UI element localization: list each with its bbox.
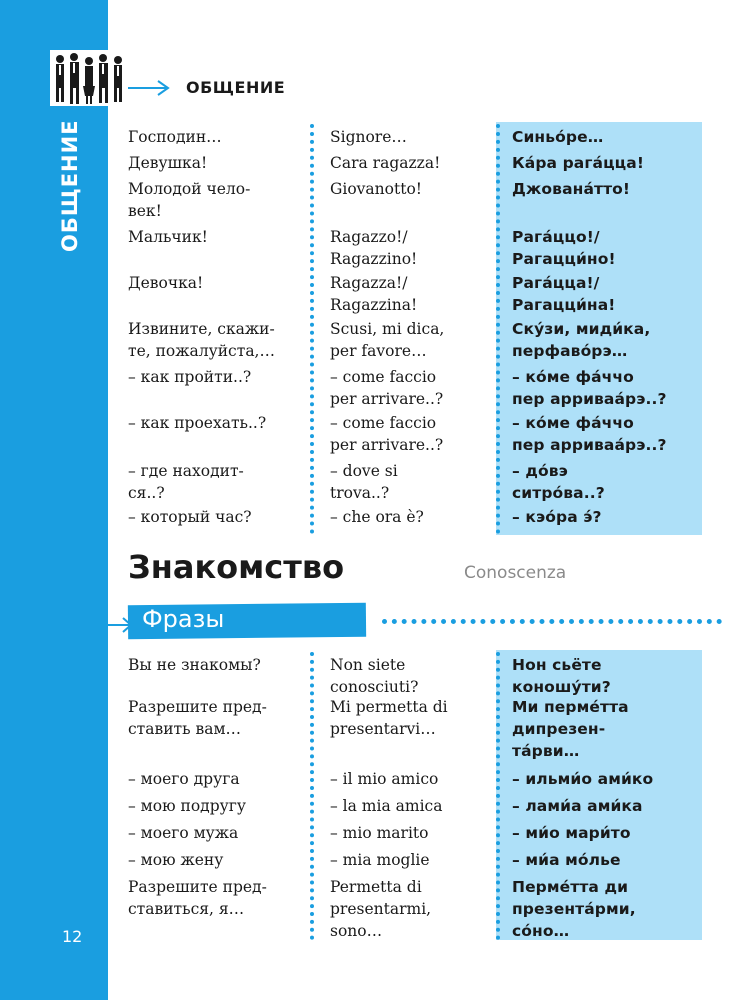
russian-phrase: Извините, скажи- те, пожалуйста,…: [128, 320, 275, 360]
section-title: ОБЩЕНИЕ: [186, 78, 286, 97]
italian-phrase: – mio marito: [330, 824, 429, 842]
phrase-row: [128, 318, 688, 366]
phrase-row: [128, 272, 688, 318]
transcription: Ску́зи, миди́ка, перфаво́рэ…: [512, 320, 651, 360]
transcription: – кэо́ра э́?: [512, 508, 602, 526]
italian-phrase: – come faccio per arrivare..?: [330, 368, 444, 408]
phrase-row: [128, 226, 688, 272]
banner-dotted-line: [382, 619, 722, 624]
transcription: Рага́цца!/ Рагацци́на!: [512, 274, 616, 314]
separator-cell: [312, 768, 330, 795]
separator-cell: [312, 226, 330, 272]
transcription: – ко́ме фа́ччо пер арриваа́рэ..?: [512, 414, 667, 454]
phrase-table-greetings: [128, 126, 688, 532]
separator-cell: [312, 318, 330, 366]
russian-phrase: – моего мужа: [128, 824, 239, 842]
separator-cell: [312, 152, 330, 178]
phrase-row: [128, 366, 688, 412]
separator-cell: [312, 822, 330, 849]
separator-cell: [312, 272, 330, 318]
phrase-row: [128, 412, 688, 460]
subheading-title: Знакомство: [128, 548, 345, 586]
separator-cell: [312, 506, 330, 532]
phrase-row: [128, 126, 688, 152]
russian-phrase: – моего друга: [128, 770, 240, 788]
section-arrow-icon: [128, 78, 172, 98]
separator-cell: [312, 178, 330, 226]
russian-phrase: Вы не знакомы?: [128, 656, 261, 674]
separator-cell: [312, 876, 330, 942]
transcription: Нон сьёте коношу́ти?: [512, 656, 611, 696]
italian-phrase: Permetta di presentarmi, sono…: [330, 878, 432, 940]
phrase-row: [128, 178, 688, 226]
transcription: Рага́ццо!/ Рагацци́но!: [512, 228, 616, 268]
italian-phrase: Ragazzo!/ Ragazzino!: [330, 228, 418, 268]
russian-phrase: – как пройти..?: [128, 368, 252, 386]
phrase-row: [128, 795, 688, 822]
phrase-row: [128, 696, 688, 768]
italian-phrase: – come faccio per arrivare..?: [330, 414, 444, 454]
phrase-row: [128, 506, 688, 532]
transcription: – ильми́о ами́ко: [512, 770, 654, 788]
phrase-row: [128, 152, 688, 178]
phrases-banner-label: Фразы: [142, 605, 225, 633]
italian-phrase: – il mio amico: [330, 770, 439, 788]
italian-phrase: Mi permetta di presentarvi…: [330, 698, 448, 738]
russian-phrase: Молодой чело- век!: [128, 180, 251, 220]
russian-phrase: Разрешите пред- ставиться, я…: [128, 878, 267, 918]
sidebar-section-text: ОБЩЕНИЕ: [58, 119, 82, 252]
subheading-translation: Conoscenza: [464, 563, 567, 583]
separator-cell: [312, 366, 330, 412]
italian-phrase: Scusi, mi dica, per favore…: [330, 320, 445, 360]
transcription: – ко́ме фа́ччо пер арриваа́рэ..?: [512, 368, 667, 408]
transcription: Синьо́ре…: [512, 128, 604, 146]
transcription: Перме́тта ди презента́рми, со́но…: [512, 878, 636, 940]
russian-phrase: – где находит- ся..?: [128, 462, 244, 502]
transcription: Ка́ра рага́цца!: [512, 154, 644, 172]
italian-phrase: – dove si trova..?: [330, 462, 398, 502]
phrase-row: [128, 654, 688, 696]
italian-phrase: – mia moglie: [330, 851, 430, 869]
phrase-row: [128, 460, 688, 506]
russian-phrase: Девочка!: [128, 274, 204, 292]
transcription: – лами́а ами́ка: [512, 797, 643, 815]
russian-phrase: – как проехать..?: [128, 414, 267, 432]
separator-cell: [312, 696, 330, 768]
russian-phrase: Господин…: [128, 128, 222, 146]
russian-phrase: Разрешите пред- ставить вам…: [128, 698, 267, 738]
transcription: – до́вэ ситро́ва..?: [512, 462, 605, 502]
separator-cell: [312, 849, 330, 876]
phrase-row: [128, 822, 688, 849]
separator-cell: [312, 654, 330, 696]
russian-phrase: Девушка!: [128, 154, 208, 172]
transcription: – ми́а мо́лье: [512, 851, 621, 869]
separator-cell: [312, 795, 330, 822]
russian-phrase: Мальчик!: [128, 228, 208, 246]
russian-phrase: – который час?: [128, 508, 252, 526]
phrase-row: [128, 876, 688, 942]
phrase-row: [128, 768, 688, 795]
page-number: 12: [62, 927, 83, 946]
sidebar-section-label: [50, 100, 90, 270]
italian-phrase: Signore…: [330, 128, 407, 146]
italian-phrase: – la mia amica: [330, 797, 443, 815]
phrase-table-introductions: [128, 654, 688, 942]
italian-phrase: Cara ragazza!: [330, 154, 441, 172]
transcription: Ми перме́тта дипрезен- та́рви…: [512, 698, 629, 760]
separator-cell: [312, 412, 330, 460]
italian-phrase: Ragazza!/ Ragazzina!: [330, 274, 418, 314]
transcription: Джована́тто!: [512, 180, 631, 198]
separator-cell: [312, 460, 330, 506]
italian-phrase: Giovanotto!: [330, 180, 423, 198]
separator-cell: [312, 126, 330, 152]
russian-phrase: – мою жену: [128, 851, 224, 869]
russian-phrase: – мою подругу: [128, 797, 246, 815]
italian-phrase: – che ora è?: [330, 508, 424, 526]
people-group-icon: [50, 50, 130, 106]
phrase-row: [128, 849, 688, 876]
transcription: – ми́о мари́то: [512, 824, 631, 842]
italian-phrase: Non siete conosciuti?: [330, 656, 419, 696]
